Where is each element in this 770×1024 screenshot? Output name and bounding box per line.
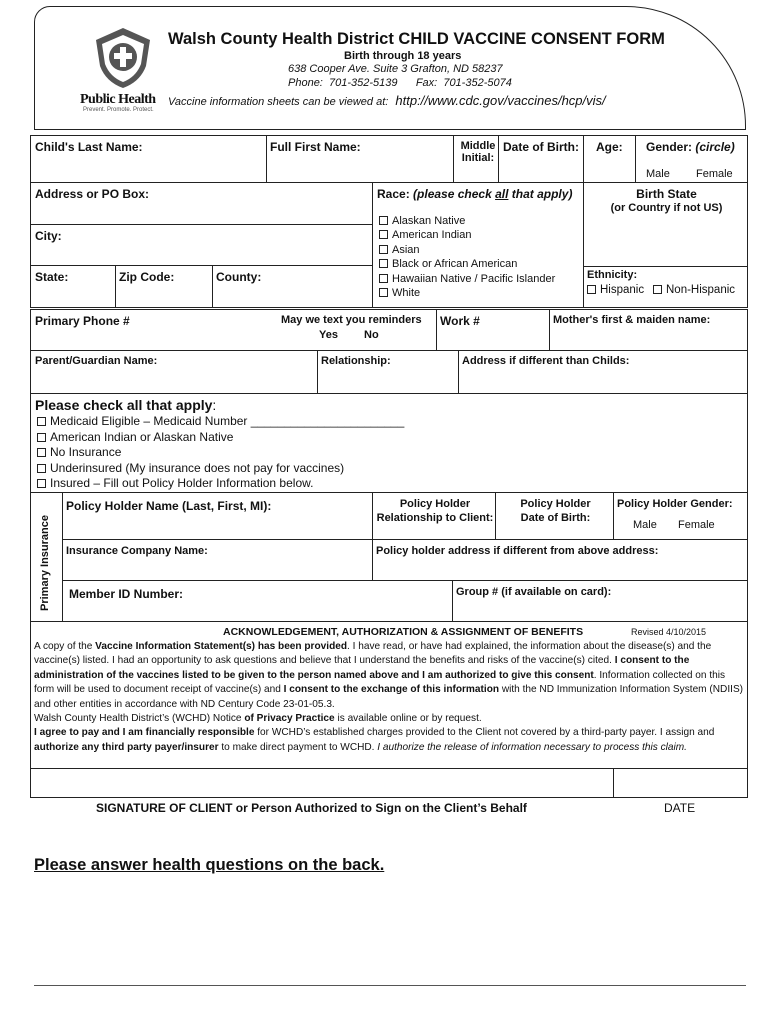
coverage-option-label: No Insurance [50,445,122,460]
race-option[interactable] [379,228,555,242]
office-phone: Phone: 701-352-5139 Fax: 701-352-5074 [288,77,512,89]
state-field[interactable]: State: [30,265,116,308]
member-id-field[interactable]: Member ID Number: [62,580,453,622]
race-option[interactable] [379,272,555,286]
policy-holder-dob-field[interactable]: Policy Holder Date of Birth: [495,492,614,540]
checkbox-icon [37,448,46,457]
office-address: 638 Cooper Ave. Suite 3 Grafton, ND 58237 [288,63,503,75]
vis-info [168,93,606,108]
ack-paragraph-payment: I agree to pay and I am financially responsible for WCHD’s established charges provided to the Client not covered by a third-party payer. I assign and authorize any third party payer/insurer to make direct payment to WCHD. I authorize the release of information necessary to process this claim. [34,727,715,753]
shield-logo-icon [92,26,154,90]
city-field[interactable]: City: [30,224,373,266]
policy-holder-gender-field[interactable]: Policy Holder Gender: Male Female [613,492,748,540]
checkbox-icon [37,479,46,488]
relationship-field[interactable]: Relationship: [317,350,459,394]
policy-holder-name-field[interactable]: Policy Holder Name (Last, First, MI): [62,492,373,540]
holder-female-option[interactable]: Female [678,519,715,531]
race-option-label: Hawaiian Native / Pacific Islander [392,272,556,285]
primary-phone-field[interactable]: Primary Phone # May we text you reminders Yes No [30,309,437,351]
gender-female-option[interactable]: Female [696,168,733,180]
date-label: DATE [664,801,696,815]
address-field[interactable]: Address or PO Box: [30,182,373,225]
birth-state-field[interactable]: Birth State (or Country if not US) [583,182,748,267]
coverage-option[interactable] [37,461,404,477]
checkbox-icon [37,417,46,426]
revised-date: Revised 4/10/2015 [631,627,707,637]
signature-date-field[interactable] [613,768,748,798]
holder-male-option[interactable]: Male [633,519,657,531]
gender-field[interactable]: Gender: (circle) Male Female [635,135,748,183]
checkbox-icon [379,245,388,254]
checkbox-icon [37,433,46,442]
vis-link[interactable]: http://www.cdc.gov/vaccines/hcp/vis/ [395,93,606,108]
gender-male-option[interactable]: Male [646,168,670,180]
child-first-name-field[interactable]: Full First Name: [266,135,454,183]
race-option[interactable] [379,286,555,300]
checkbox-icon [379,259,388,268]
coverage-option-label: Underinsured (My insurance does not pay for vaccines) [50,460,345,475]
child-last-name-field[interactable]: Child's Last Name: [30,135,267,183]
policy-holder-relationship-field[interactable]: Policy Holder Relationship to Client: [372,492,496,540]
coverage-option-label: Insured – Fill out Policy Holder Information below. [50,476,314,491]
checkbox-icon [379,216,388,225]
checkbox-icon [653,285,662,294]
policy-holder-address-field[interactable]: Policy holder address if different from above address: [372,539,748,581]
vis-prefix: Vaccine information sheets can be viewed at: [168,96,389,108]
coverage-option[interactable] [37,476,404,492]
race-option-label: White [392,287,421,300]
back-instructions: Please answer health questions on the back. [34,856,385,874]
checkbox-icon [379,274,388,283]
non-hispanic-option[interactable]: Non-Hispanic [653,284,735,296]
ack-body [34,640,746,755]
bottom-divider [34,985,746,986]
middle-initial-field[interactable]: Middle Initial: [453,135,499,183]
coverage-heading: Please check all that apply: [35,397,217,413]
race-section: Race: (please check all that apply) Alaskan Native American Indian Asian Black or African American Hawaiian Native / Pacific Islander White [372,182,584,308]
dob-field[interactable]: Date of Birth: [498,135,584,183]
ethnicity-section: Ethnicity: Hispanic Non-Hispanic [583,266,748,308]
signature-label: SIGNATURE OF CLIENT or Person Authorized to Sign on the Client’s Behalf [96,801,527,815]
form-title: Walsh County Health District CHILD VACCINE CONSENT FORM [168,30,665,48]
mother-name-field[interactable]: Mother's first & maiden name: [549,309,748,351]
text-no-option[interactable]: No [364,329,379,341]
coverage-options [37,414,404,492]
race-option-label: Black or African American [392,258,518,271]
text-yes-option[interactable]: Yes [319,329,338,341]
hispanic-option[interactable]: Hispanic [587,284,644,296]
ack-heading: ACKNOWLEDGEMENT, AUTHORIZATION & ASSIGNMENT OF BENEFITS [223,626,584,638]
race-options [379,214,555,300]
coverage-section [30,393,748,493]
race-option-label: American Indian [392,229,472,242]
zip-field[interactable]: Zip Code: [115,265,213,308]
race-option[interactable] [379,214,555,228]
signature-field[interactable] [30,768,614,798]
logo-text: Public Health [80,92,156,107]
race-option-label: Asian [392,243,420,256]
insurance-side-label: Primary Insurance [39,515,51,611]
age-field[interactable]: Age: [583,135,636,183]
insurance-side-panel [30,492,63,622]
guardian-name-field[interactable]: Parent/Guardian Name: [30,350,318,394]
ack-paragraph-privacy: Walsh County Health District’s (WCHD) Notice of Privacy Practice is available online or by request. [34,713,482,725]
coverage-option-label: Medicaid Eligible – Medicaid Number _______________________ [50,414,405,428]
race-option[interactable] [379,243,555,257]
checkbox-icon [379,288,388,297]
coverage-option[interactable] [37,430,404,446]
checkbox-icon [379,230,388,239]
insurance-company-field[interactable]: Insurance Company Name: [62,539,373,581]
logo-tagline: Prevent. Promote. Protect. [83,107,154,113]
race-option-label: Alaskan Native [392,215,466,227]
checkbox-icon [587,285,596,294]
coverage-option[interactable] [37,414,404,430]
coverage-option-label: American Indian or Alaskan Native [50,429,234,444]
acknowledgement-section [30,621,748,769]
ack-paragraph-consent: A copy of the Vaccine Information Statement(s) has been provided. I have read, or have had explained, the information about the disease(s) and the vaccine(s) listed. I had an opportunity to ask questions and believe that I understand the benefits and risks of the vaccine(s) cited. I consent to the administration of the vaccines listed to be given to the person named above and I am authorized to give this consent. Information collected on this form will be used to document receipt of vaccine(s) and I consent to the exchange of this information with the ND Immunization Information System (NDIIS) and other entities in accordance with ND Century Code 23-01-05.3. [34,641,744,710]
work-phone-field[interactable]: Work # [436,309,550,351]
form-subtitle: Birth through 18 years [344,50,462,62]
coverage-option[interactable] [37,445,404,461]
checkbox-icon [37,464,46,473]
race-option[interactable] [379,257,555,271]
alt-address-field[interactable]: Address if different than Childs: [458,350,748,394]
county-field[interactable]: County: [212,265,373,308]
group-number-field[interactable]: Group # (if available on card): [452,580,748,622]
